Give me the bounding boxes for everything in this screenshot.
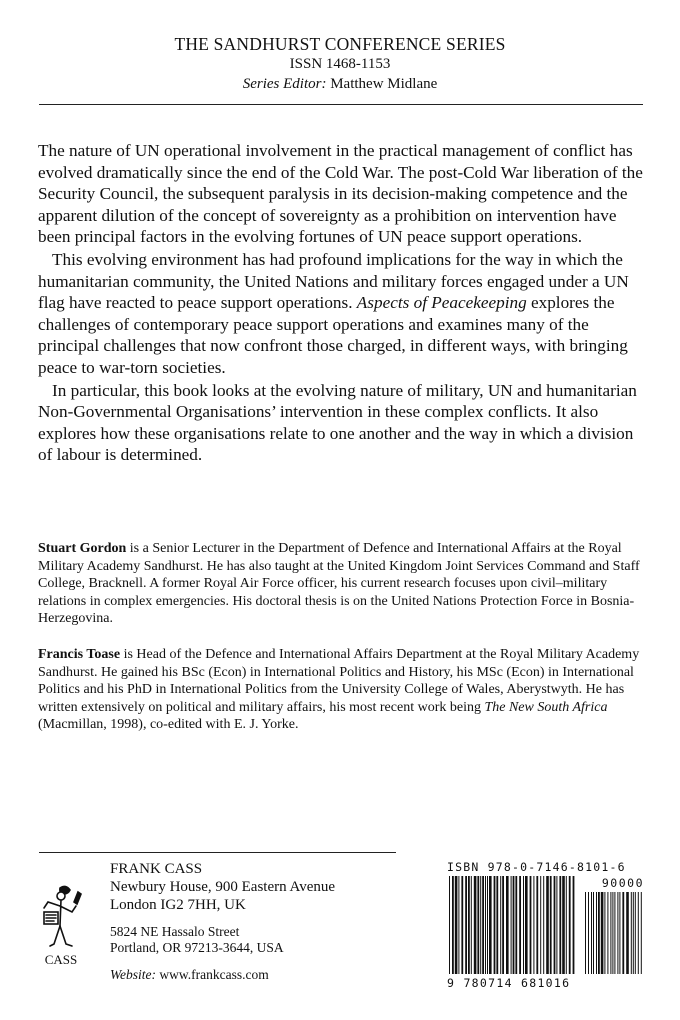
barcode-bar (494, 876, 496, 974)
barcode-bar (556, 876, 557, 974)
bio-toase-name: Francis Toase (38, 646, 121, 662)
barcode-bar (607, 892, 608, 974)
barcode-bar (513, 876, 515, 974)
barcode-bar (591, 892, 592, 974)
barcode-bar (452, 876, 454, 974)
series-editor-label: Series Editor: (242, 76, 327, 92)
barcode-bar (633, 892, 634, 974)
description-paragraph-3: In particular, this book looks at the evolving nature of military, UN and humanitarian Non-Governmental Organisations’ intervention in these complex conflicts. It also explores how these organisations relate to one another and the way in which a division of labour is determined. (38, 380, 637, 465)
bio-toase-text-start: is Head of the Defence and International Affairs Department at the Royal Military Academy Sandhurst. He gained his BSc (Econ) in International Politics and History, his MSc (Econ) in International Politics and his PhD in International Politics from the University College of Wales, Aberystwyth. He has written extensively on political and military affairs, his most recent work being (38, 646, 640, 715)
barcode-bar (559, 876, 561, 974)
barcode-bar (489, 876, 492, 974)
book-title-italic: Aspects of Peacekeeping (356, 293, 527, 313)
barcode-bar (487, 876, 488, 974)
ean-digits: 9 780714 681016 (447, 976, 571, 990)
publisher-info (110, 860, 400, 984)
barcode-bar (612, 892, 613, 974)
bottom-divider (39, 852, 396, 853)
description-paragraph-1: The nature of UN operational involvement in the practical management of conflict has evolved dramatically since the end of the Cold War. The post-Cold War liberation of the Security Council, the subsequent paralysis in its decision-making competence and the apparent dilution of the concept of sovereignty as a prohibition on intervention have been principal factors in the evolving fortunes of UN peace support operations. (38, 141, 643, 247)
bio-toase-text-end: (Macmillan, 1998), co-edited with E. J. Yorke. (38, 717, 299, 733)
bio-gordon (38, 540, 650, 628)
series-title: THE SANDHURST CONFERENCE SERIES (174, 34, 506, 54)
barcode-bar (546, 876, 549, 974)
barcode-bar (502, 876, 504, 974)
barcode-bar (573, 876, 575, 974)
us-address-line-2: Portland, OR 97213-3644, USA (110, 940, 284, 955)
barcode-bar (500, 876, 501, 974)
barcode-bar (455, 876, 458, 974)
cass-logo-caption: CASS (44, 952, 78, 967)
barcode-bar (519, 876, 521, 974)
barcode-bar (562, 876, 565, 974)
barcode-bar (569, 876, 571, 974)
price-addon-digits: 90000 (601, 876, 644, 890)
barcode-bar (533, 876, 534, 974)
barcode-bar (614, 892, 615, 974)
barcode-bar (458, 876, 459, 974)
series-header (0, 34, 680, 94)
barcode-bar (593, 892, 594, 974)
barcode-bar (540, 876, 541, 974)
barcode-bar (554, 876, 556, 974)
publisher-website (110, 966, 400, 984)
barcode-bar (543, 876, 544, 974)
description-p2-end: explores the challenges of contemporary peace support operations and examines many of the principal challenges that now confront those charged, in different ways, with bringing peace to war-torn societies. (38, 293, 628, 377)
barcode-bar (525, 876, 528, 974)
barcode-bar (482, 876, 484, 974)
barcode-bar (465, 876, 467, 974)
isbn-label: ISBN 978-0-7146-8101-6 (447, 860, 626, 874)
description-paragraph-2 (38, 249, 650, 379)
uk-address-line-1: Newbury House, 900 Eastern Avenue (110, 879, 336, 895)
website-url: www.frankcass.com (156, 967, 269, 982)
barcode-bar (617, 892, 618, 974)
barcode-bar (641, 892, 642, 974)
description-p2-start: This evolving environment has had profound implications for the way in which the humanitarian community, the United Nations and military forces engaged under a UN flag have reacted to peace support operations. (38, 249, 629, 313)
barcode-bar (536, 876, 538, 974)
barcode-bar (596, 892, 597, 974)
barcode-bar (550, 876, 552, 974)
uk-address-line-2: London IG2 7HH, UK (110, 897, 246, 913)
barcode-bar (635, 892, 636, 974)
barcode-bar (588, 892, 589, 974)
website-label: Website: (110, 967, 156, 982)
barcode-bar (477, 876, 479, 974)
bio-toase (38, 646, 650, 734)
barcode-bar (468, 876, 470, 974)
barcode-bar (626, 892, 629, 974)
bio-gordon-text: is a Senior Lecturer in the Department of Defence and International Affairs at the Royal Military Academy Sandhurst. He has also taught at the United Kingdom Joint Services Command and Staff College, Bracknell. A former Royal Air Force officer, his current research focuses upon civil–military relations in complex emergencies. His doctoral thesis is on the United Nations Protection Force in Bosnia-Herzegovina. (38, 541, 640, 627)
series-editor (0, 74, 680, 94)
barcode-bar (622, 892, 624, 974)
barcode-bar (585, 892, 586, 974)
barcode-bar (474, 876, 477, 974)
top-divider (39, 104, 643, 105)
series-editor-name: Matthew Midlane (326, 76, 438, 92)
barcode-bar (496, 876, 498, 974)
barcode-bar (604, 892, 605, 974)
barcode-bar (610, 892, 611, 974)
barcode-bar (511, 876, 512, 974)
barcode-bar (523, 876, 524, 974)
barcode-bars (447, 874, 644, 978)
us-address-line-1: 5824 NE Hassalo Street (110, 924, 240, 939)
barcode-bar (485, 876, 486, 974)
bio-gordon-name: Stuart Gordon (38, 541, 127, 556)
isbn-barcode (447, 860, 644, 993)
barcode-bar (619, 892, 620, 974)
series-issn: ISSN 1468-1153 (289, 56, 391, 72)
barcode-bar (638, 892, 639, 974)
barcode-bar (506, 876, 509, 974)
barcode-bar (631, 892, 632, 974)
publisher-name: FRANK CASS (110, 861, 203, 877)
barcode-bar (515, 876, 517, 974)
barcode-bar (471, 876, 472, 974)
barcode-bar (530, 876, 532, 974)
editor-bios (38, 540, 650, 752)
barcode-bar (480, 876, 481, 974)
bio-toase-book: The New South Africa (484, 699, 608, 715)
barcode-bar (449, 876, 450, 974)
barcode-bar (601, 892, 604, 974)
barcode-bar (461, 876, 463, 974)
book-description (38, 140, 650, 466)
barcode-bar (566, 876, 567, 974)
barcode-bar (598, 892, 600, 974)
